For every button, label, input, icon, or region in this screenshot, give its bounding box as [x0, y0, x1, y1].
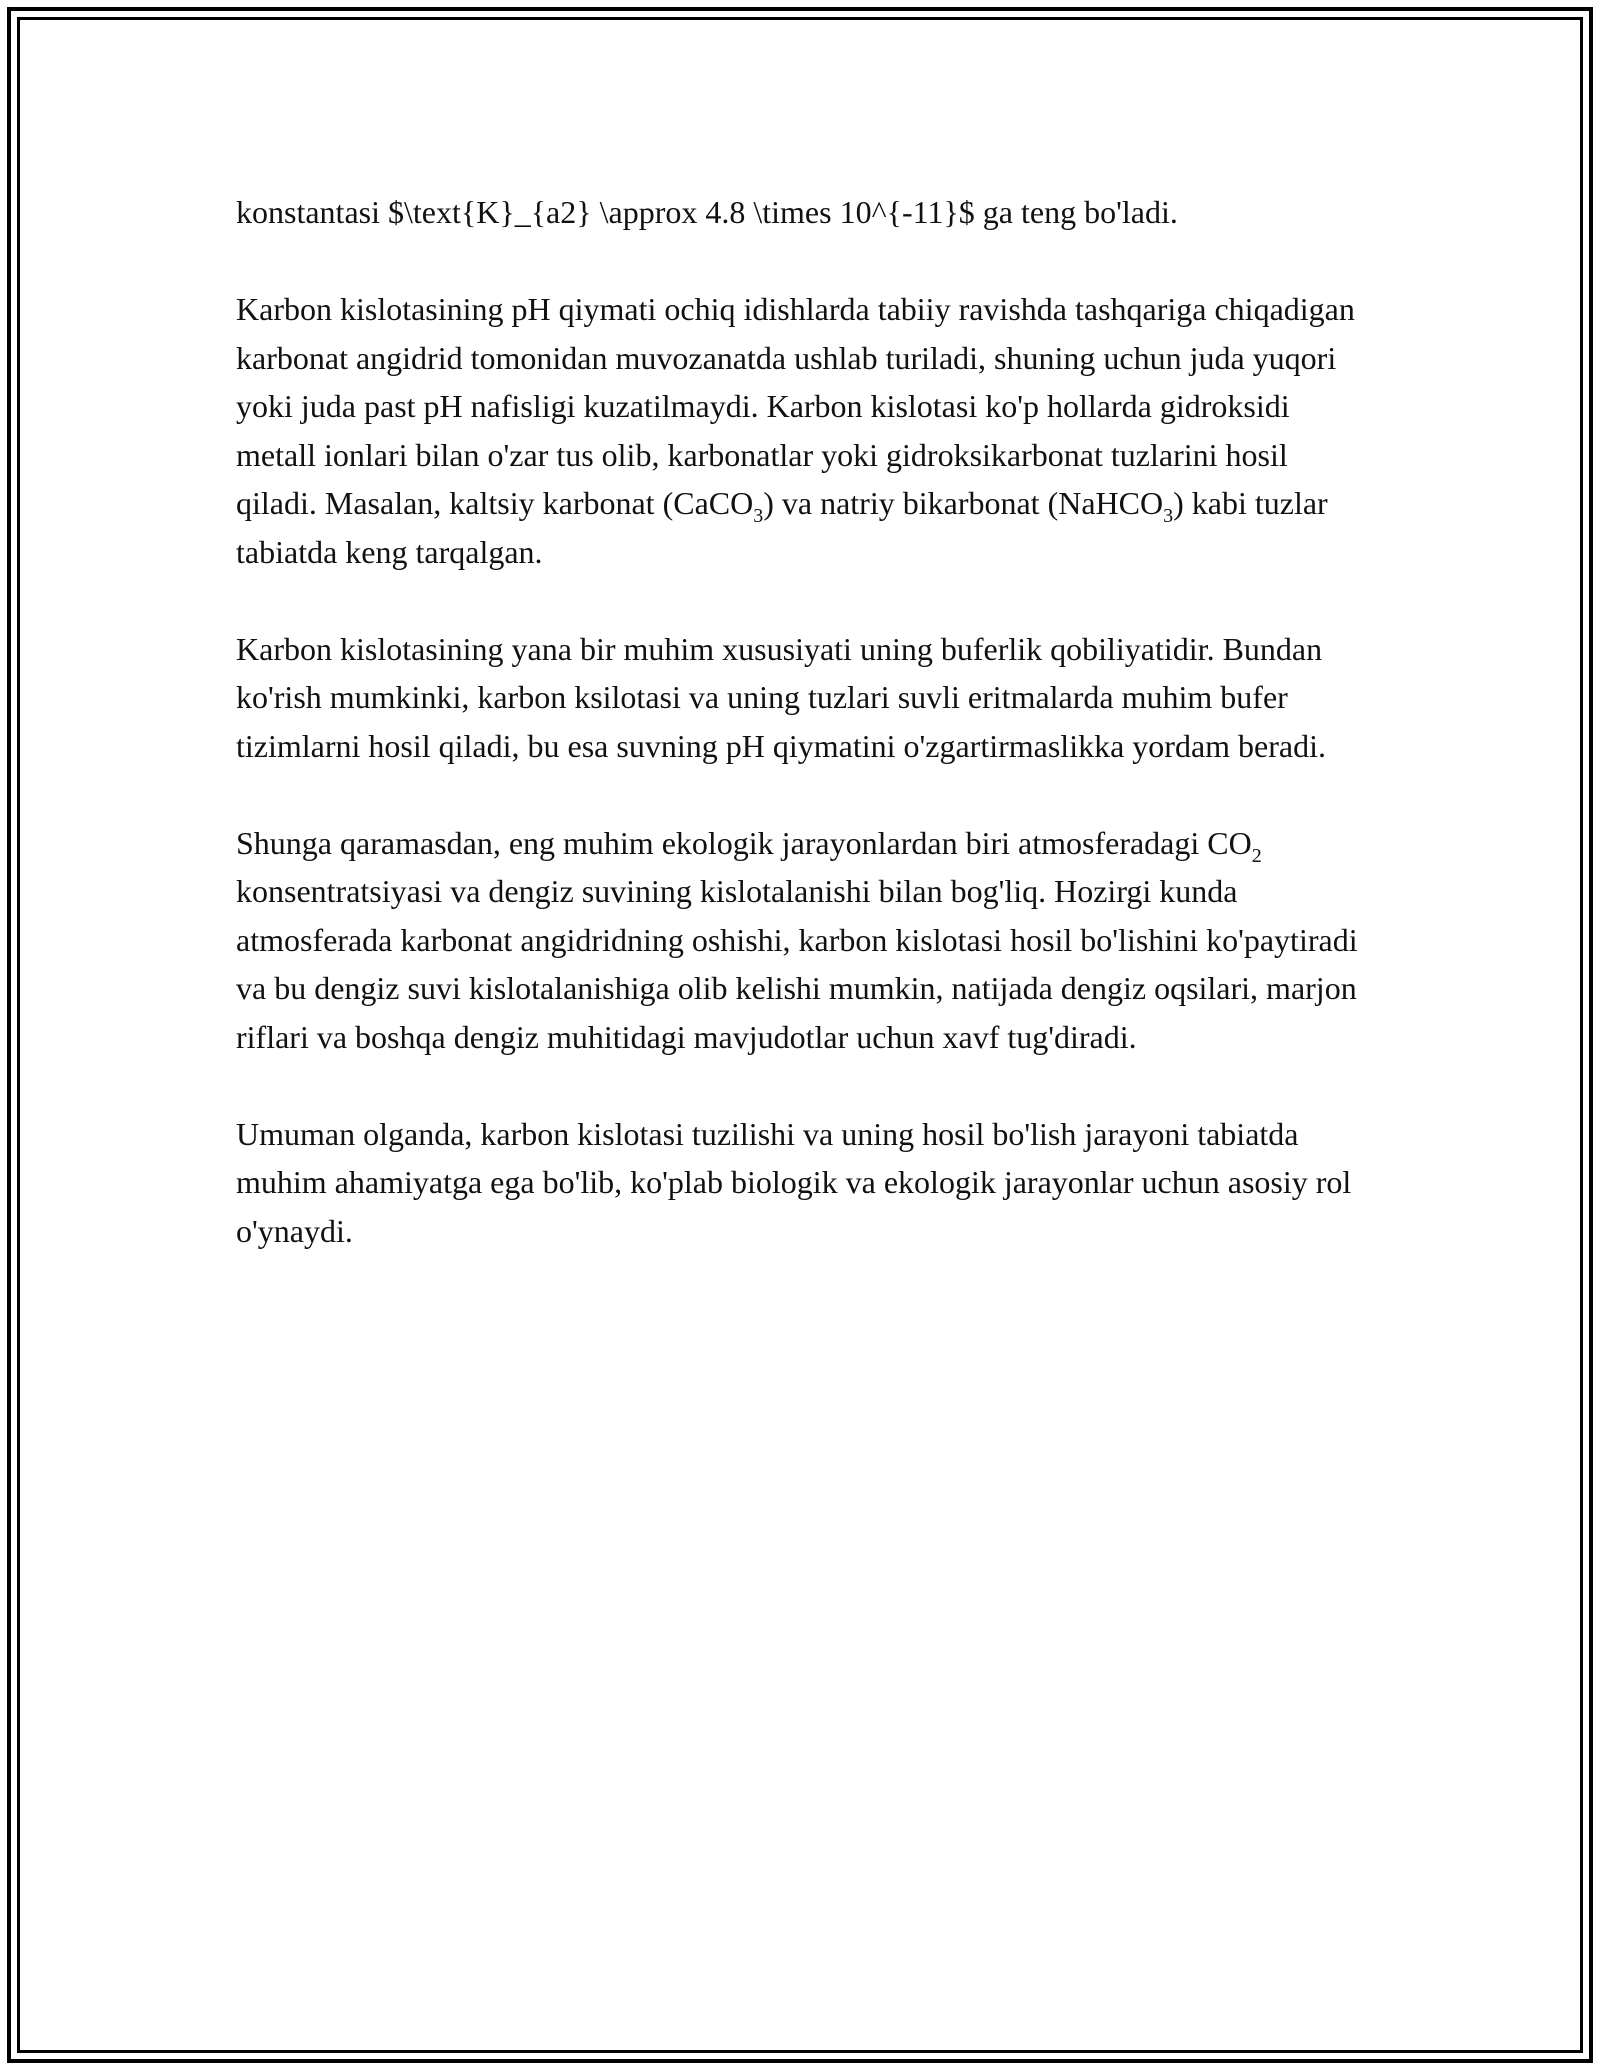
- paragraph-2-text-3: ) kabi tuzlar tabiatda keng tarqalgan.: [236, 485, 1328, 570]
- paragraph-2-text-2: ) va natriy bikarbonat (NaHCO: [763, 485, 1164, 521]
- subscript-3: 3: [1163, 505, 1174, 527]
- paragraph-4-text-2: konsentratsiyasi va dengiz suvining kislotalanishi bilan bog'liq. Hozirgi kunda atmosferada karbonat angidridning oshishi, karbon kislotasi hosil bo'lishini ko'paytiradi va bu dengiz suvi kislotalanishiga olib kelishi mumkin, natijada dengiz oqsilari, marjon riflari va boshqa dengiz muhitidagi mavjudotlar uchun xavf tug'diradi.: [236, 873, 1358, 1055]
- subscript-3: 3: [753, 505, 764, 527]
- paragraph-2: [236, 285, 1376, 576]
- paragraph-3: Karbon kislotasining yana bir muhim xususiyati uning buferlik qobiliyatidir. Bundan ko'rish mumkinki, karbon ksilotasi va uning tuzlari suvli eritmalarda muhim bufer tizimlarni hosil qiladi, bu esa suvning pH qiymatini o'zgartirmaslikka yordam beradi.: [236, 630, 1326, 764]
- paragraph-4: [236, 819, 1376, 1062]
- paragraph-1: konstantasi $\text{K}_{a2} \approx 4.8 \times 10^{-11}$ ga teng bo'ladi.: [236, 194, 1178, 230]
- paragraph-2-text-1: Karbon kislotasining pH qiymati ochiq idishlarda tabiiy ravishda tashqariga chiqadigan karbonat angidrid tomonidan muvozanatda ushlab turiladi, shuning uchun juda yuqori yoki juda past pH nafisligi kuzatilmaydi. Karbon kislotasi ko'p hollarda gidroksidi metall ionlari bilan o'zar tus olib, karbonatlar yoki gidroksikarbonat tuzlarini hosil qiladi. Masalan, kaltsiy karbonat (CaCO: [236, 291, 1355, 521]
- subscript-2: 2: [1251, 844, 1262, 867]
- document-body: [236, 188, 1376, 1304]
- paragraph-5: Umuman olganda, karbon kislotasi tuzilishi va uning hosil bo'lish jarayoni tabiatda muhim ahamiyatga ega bo'lib, ko'plab biologik va ekologik jarayonlar uchun asosiy rol o'ynaydi.: [236, 1115, 1352, 1249]
- paragraph-4-text-1: Shunga qaramasdan, eng muhim ekologik jarayonlardan biri atmosferadagi CO: [236, 824, 1252, 861]
